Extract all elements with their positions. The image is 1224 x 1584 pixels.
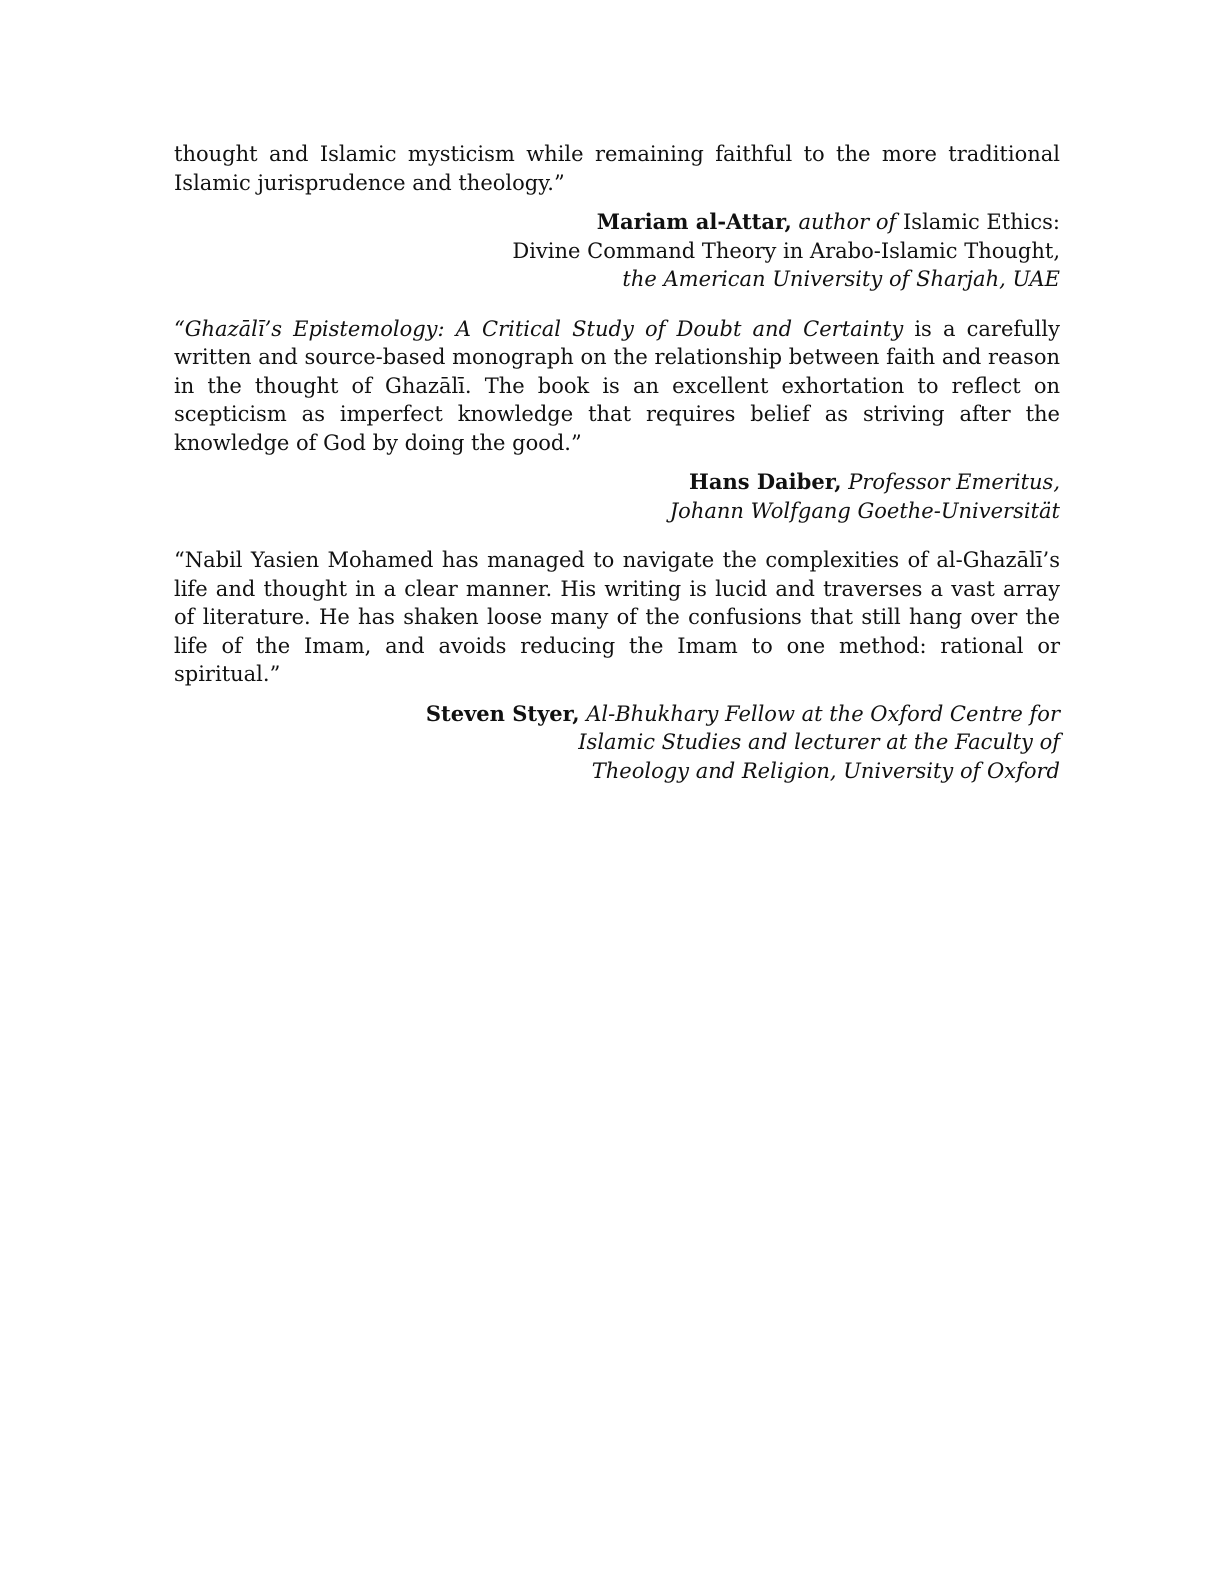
quote-3-text: “Nabil Yasien Mohamed has managed to navigate the complexities of al-Ghazālī’s life and thought in a clear manner. His writing is lucid and traverses a vast array of literature. He has shaken loose many of the confusions that still hang over the life of the Imam, and avoids reducing the Imam to one method: rational or spiritual.” <box>174 548 1060 686</box>
endorser-role-1: author of <box>798 210 897 234</box>
attribution-3-line-1 <box>174 700 1060 729</box>
attribution-3-line-3: Theology and Religion, University of Oxford <box>591 758 1060 783</box>
endorser-name-1: Mariam al-Attar, <box>596 209 792 234</box>
quote-2-text: is a carefully written and source-based monograph on the relationship between faith and reason in the thought of Ghazālī. The book is an excellent exhortation to reflect on scepticism as imperfect knowledge that requires belief as striving after the knowledge of God by doing the good.” <box>174 316 1060 455</box>
endorser-book-title-1: Islamic Ethics: <box>903 210 1060 234</box>
endorser-name-2: Hans Daiber, <box>689 469 842 494</box>
attribution-1-line-3: the American University of Sharjah, UAE <box>622 267 1060 291</box>
attribution-3-line-2: Islamic Studies and lecturer at the Faculty of <box>578 730 1060 754</box>
endorser-role-2: Professor Emeritus, <box>848 470 1060 494</box>
attribution-2-line-1 <box>174 468 1060 497</box>
quote-2-book-title: “Ghazālī’s Epistemology: A Critical Study of Doubt and Certainty <box>174 316 904 341</box>
attribution-1-line-1 <box>174 208 1060 237</box>
endorsement-quote-2 <box>174 315 1060 458</box>
endorsement-quote-1 <box>174 140 1060 197</box>
endorsement-attribution-3 <box>174 700 1060 786</box>
endorsements-page <box>174 140 1060 785</box>
attribution-2-line-2: Johann Wolfgang Goethe-Universität <box>669 498 1060 523</box>
quote-1-text: thought and Islamic mysticism while remaining faithful to the more traditional Islamic jurisprudence and theology.” <box>174 142 1060 195</box>
endorsement-quote-3 <box>174 546 1060 689</box>
endorsement-attribution-1 <box>174 208 1060 294</box>
endorser-role-3: Al-Bhukhary Fellow at the Oxford Centre for <box>586 701 1060 726</box>
endorsement-attribution-2 <box>174 468 1060 525</box>
attribution-1-line-2: Divine Command Theory in Arabo-Islamic Thought, <box>512 238 1060 263</box>
endorser-name-3: Steven Styer, <box>425 700 580 726</box>
